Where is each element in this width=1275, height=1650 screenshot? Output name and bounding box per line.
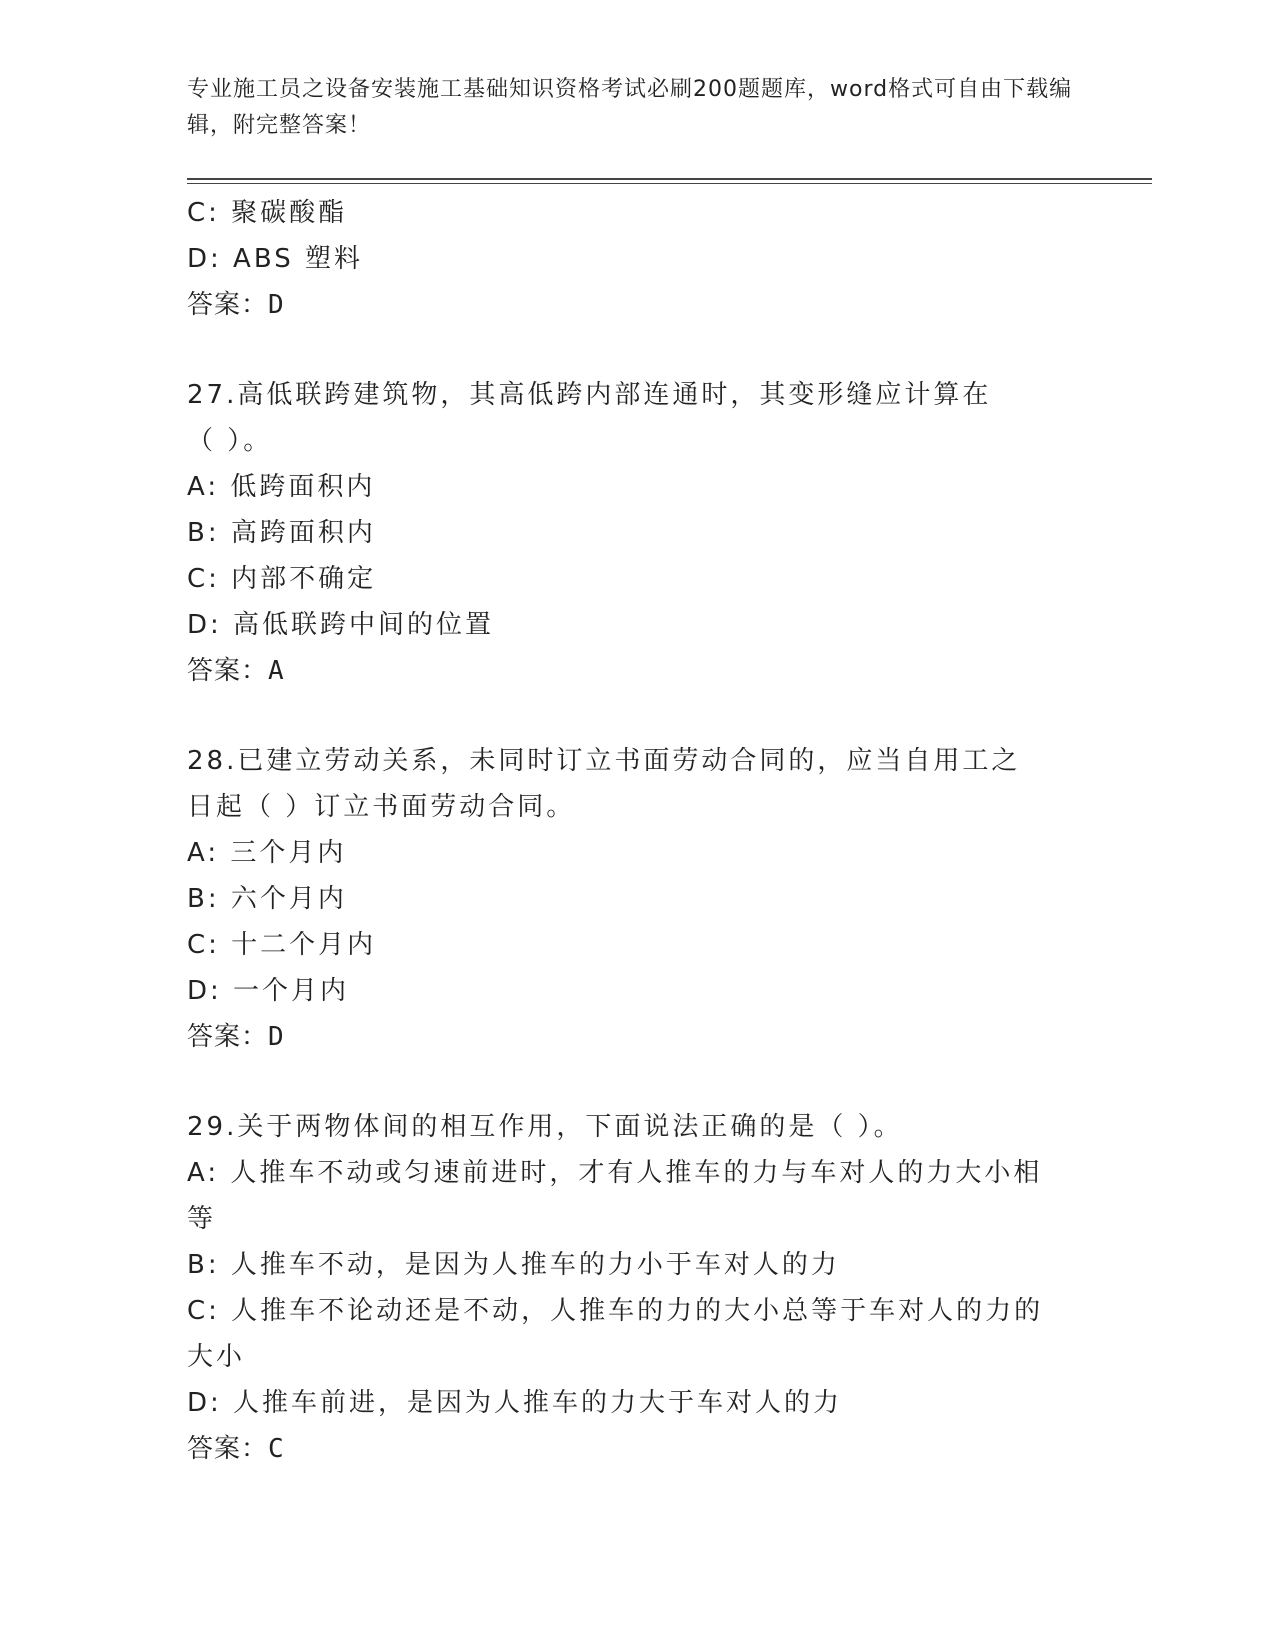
question-29	[187, 1104, 1087, 1472]
option-c: C: 聚碳酸酯	[187, 198, 348, 228]
question-list	[187, 190, 1087, 1472]
question-text: 28.已建立劳动关系，未同时订立书面劳动合同的，应当自用工之日起（ ）订立书面劳动合同。	[187, 746, 1021, 822]
option-d: D: ABS 塑料	[187, 244, 363, 274]
option-d: D: 人推车前进，是因为人推车的力大于车对人的力	[187, 1388, 843, 1418]
option-c: C: 人推车不论动还是不动，人推车的力的大小总等于车对人的力的大小	[187, 1296, 1044, 1372]
answer-line: 答案：A	[187, 656, 285, 686]
option-c: C: 内部不确定	[187, 564, 377, 594]
option-d: D: 一个月内	[187, 976, 350, 1006]
option-b: B: 高跨面积内	[187, 518, 376, 548]
question-28	[187, 738, 1087, 1060]
option-d: D: 高低联跨中间的位置	[187, 610, 495, 640]
answer-line: 答案：D	[187, 290, 285, 320]
option-b: B: 六个月内	[187, 884, 347, 914]
option-a: A: 低跨面积内	[187, 472, 376, 502]
option-c: C: 十二个月内	[187, 930, 377, 960]
header-rule-thin	[187, 183, 1152, 184]
question-27	[187, 372, 1087, 694]
question-text: 27.高低联跨建筑物，其高低跨内部连通时，其变形缝应计算在（ ）。	[187, 380, 992, 456]
option-a: A: 人推车不动或匀速前进时，才有人推车的力与车对人的力大小相等	[187, 1158, 1043, 1234]
document-header: 专业施工员之设备安装施工基础知识资格考试必刷200题题库，word格式可自由下载编辑，附完整答案！	[187, 77, 1073, 138]
answer-line: 答案：D	[187, 1022, 285, 1052]
answer-line: 答案：C	[187, 1434, 285, 1464]
previous-question-tail	[187, 190, 1087, 328]
option-a: A: 三个月内	[187, 838, 347, 868]
header-rule	[187, 178, 1152, 180]
question-text: 29.关于两物体间的相互作用，下面说法正确的是（ ）。	[187, 1112, 903, 1142]
option-b: B: 人推车不动，是因为人推车的力小于车对人的力	[187, 1250, 840, 1280]
